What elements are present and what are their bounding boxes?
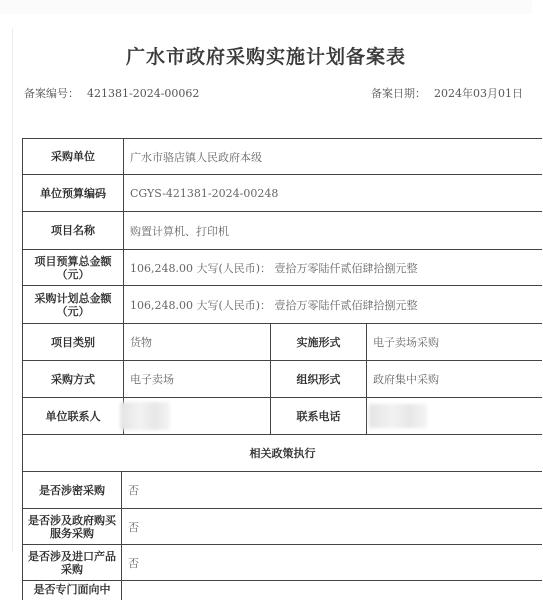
project-type-label: 项目类别 — [23, 324, 124, 360]
table-row — [22, 397, 542, 434]
import-label: 是否涉及进口产品采购 — [23, 545, 122, 580]
table-row — [22, 174, 542, 211]
table-row — [22, 323, 542, 360]
project-type-value: 货物 — [124, 324, 271, 360]
plan-total-value: 106,248.00 大写(人民币)： 壹拾万零陆仟贰佰肆拾捌元整 — [130, 298, 418, 312]
sme-label — [23, 581, 122, 600]
viewer-top-bar — [0, 0, 532, 14]
record-number-value: 421381-2024-00062 — [87, 87, 200, 100]
classified-label: 是否涉密采购 — [23, 472, 122, 508]
org-form-label: 组织形式 — [271, 361, 367, 397]
table-row — [22, 580, 542, 600]
table-row — [22, 544, 542, 580]
redacted-phone — [369, 404, 427, 428]
contact-value — [124, 398, 271, 434]
table-row — [22, 360, 542, 397]
record-date-value: 2024年03月01日 — [434, 87, 523, 100]
purchase-method-label: 采购方式 — [23, 361, 124, 397]
document-title: 广水市政府采购实施计划备案表 — [125, 46, 406, 68]
table-row — [22, 249, 542, 285]
table-row — [22, 285, 542, 323]
table-row — [22, 434, 542, 471]
record-number — [24, 85, 199, 101]
contact-label: 单位联系人 — [23, 398, 124, 434]
record-date-label: 备案日期： — [371, 87, 426, 100]
impl-form-value: 电子卖场采购 — [373, 336, 439, 349]
impl-form-label: 实施形式 — [271, 324, 367, 360]
table-row — [22, 138, 542, 174]
plan-total-label: 采购计划总金额（元） — [23, 286, 124, 323]
purchaser-label: 采购单位 — [23, 139, 124, 174]
budget-total-label: 项目预算总金额（元） — [23, 250, 124, 285]
phone-label: 联系电话 — [271, 398, 367, 434]
budget-code-label: 单位预算编码 — [23, 175, 124, 211]
gov-service-value: 否 — [128, 520, 139, 534]
table-row — [22, 508, 542, 544]
gov-service-label: 是否涉及政府购买服务采购 — [23, 509, 122, 544]
sme-label-text: 是否专门面向中 — [33, 583, 111, 596]
org-form-value: 政府集中采购 — [373, 373, 439, 386]
budget-total-value: 106,248.00 大写(人民币)： 壹拾万零陆仟贰佰肆拾捌元整 — [130, 261, 418, 275]
record-number-label: 备案编号： — [24, 87, 79, 100]
classified-value: 否 — [128, 484, 139, 497]
import-value: 否 — [128, 556, 139, 570]
table-row — [22, 471, 542, 508]
redacted-contact — [120, 402, 170, 430]
purchaser-value: 广水市骆店镇人民政府本级 — [130, 150, 262, 164]
budget-code-value: CGYS-421381-2024-00248 — [130, 186, 279, 200]
phone-value — [367, 398, 543, 434]
project-name-label: 项目名称 — [23, 212, 124, 249]
policy-section-header: 相关政策执行 — [249, 447, 316, 460]
record-date — [371, 85, 523, 101]
project-name-value: 购置计算机、打印机 — [130, 224, 229, 238]
table-row — [22, 211, 542, 249]
purchase-method-value: 电子卖场 — [124, 361, 271, 397]
